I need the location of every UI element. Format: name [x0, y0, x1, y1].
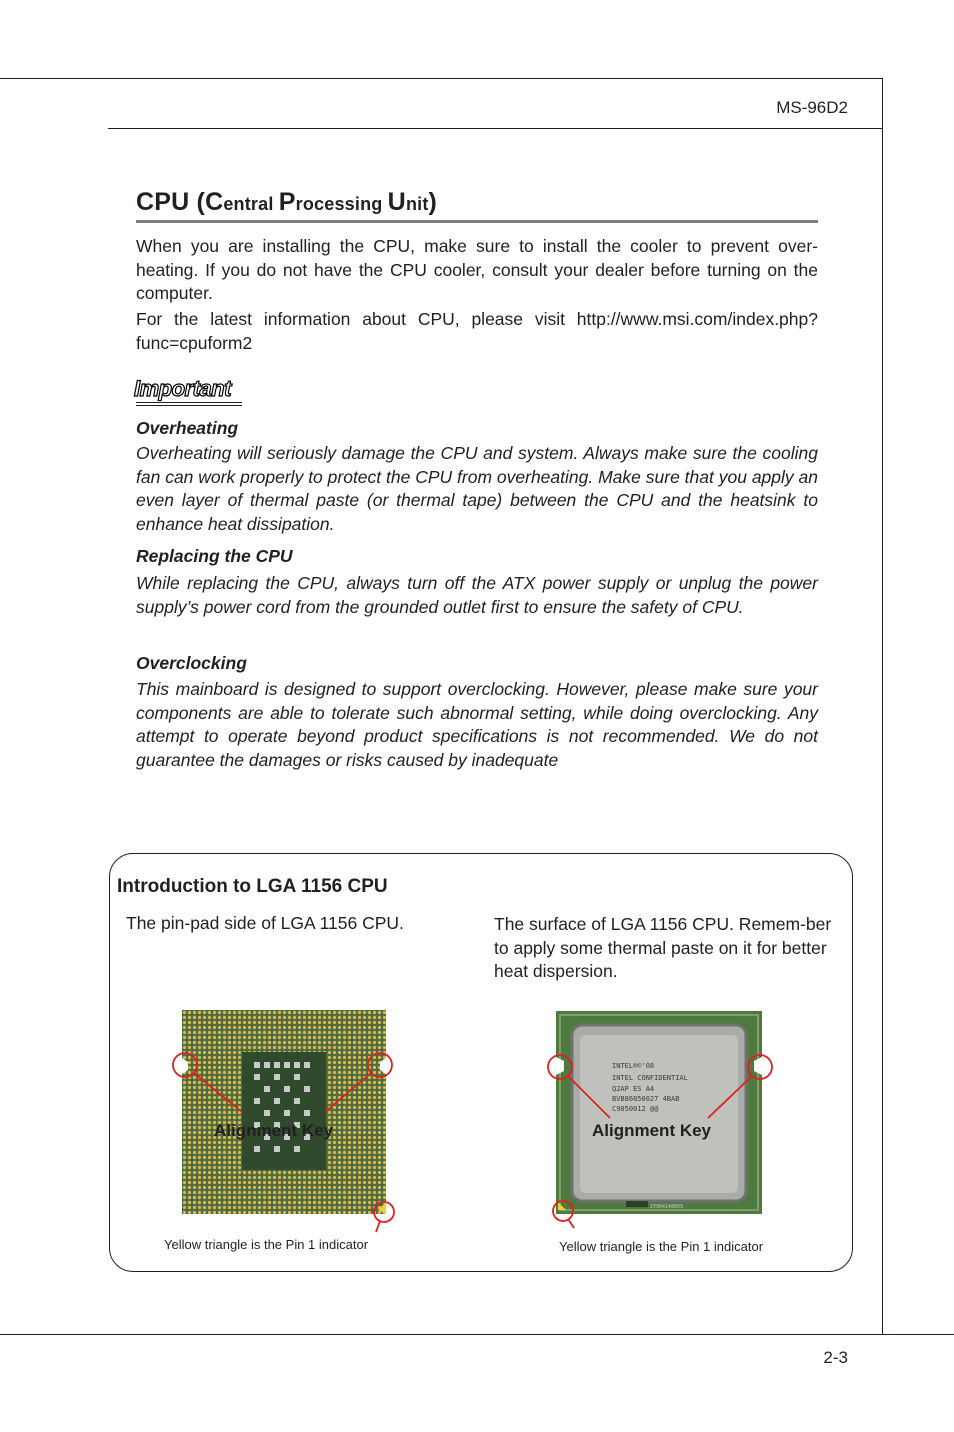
right-rule: [882, 78, 883, 1334]
pin1-note-right: Yellow triangle is the Pin 1 indicator: [559, 1239, 764, 1254]
pinpad-caption: The pin-pad side of LGA 1156 CPU.: [126, 913, 404, 933]
cpu-pinpad-image: [182, 1010, 386, 1214]
important-heading: Important: [134, 376, 231, 401]
surface-caption: The surface of LGA 1156 CPU. Remem-ber to apply some thermal paste on it for better heat dispersion.: [494, 914, 832, 981]
title-underline: [136, 220, 818, 223]
important-underline-2: [136, 405, 242, 406]
alignment-key-label-right: Alignment Key: [592, 1121, 712, 1140]
overclocking-heading: Overclocking: [136, 653, 247, 673]
cpu-surface-image: [556, 1011, 762, 1214]
section-title: CPU (Central Processing Unit): [136, 188, 438, 216]
chip-line-2: INTEL CONFIDENTIAL: [612, 1074, 688, 1082]
overheating-heading: Overheating: [136, 418, 239, 438]
important-underline: [136, 402, 242, 403]
intro-paragraph-2: For the latest information about CPU, please visit http://www.msi.com/index.php?func=cpuform2: [136, 309, 818, 353]
header-rule: [108, 128, 883, 129]
alignment-key-label-left: Alignment Key: [214, 1121, 334, 1140]
page-number: 2-3: [823, 1348, 848, 1367]
bottom-rule: [0, 1334, 954, 1335]
pin1-note-left: Yellow triangle is the Pin 1 indicator: [164, 1237, 369, 1252]
chip-line-5: C9050012 @@: [612, 1105, 659, 1113]
model-number: MS-96D2: [776, 98, 848, 117]
chip-line-4: BVB86050027 4BAB: [612, 1095, 680, 1103]
intro-paragraph-1: When you are installing the CPU, make sure to install the cooler to prevent over-heating. If you do not have the CPU cooler, consult your dealer before turning on the computer.: [136, 236, 818, 303]
replacing-heading: Replacing the CPU: [136, 546, 293, 566]
chip-line-3: Q2AP ES A4: [612, 1085, 655, 1093]
overclocking-text: This mainboard is designed to support overclocking. However, please make sure your components are able to tolerate such abnormal setting, while doing overclocking. Any attempt to operate beyond product specifications is not recommended. We do not guarantee the damages or risks caused by inadequate: [136, 679, 818, 770]
replacing-text: While replacing the CPU, always turn off the ATX power supply or unplug the power supply’s power cord from the grounded outlet first to ensure the safety of CPU.: [136, 573, 818, 617]
overheating-text: Overheating will seriously damage the CPU and system. Always make sure the cooling fan can work properly to protect the CPU from overheating. Make sure that you apply an even layer of thermal paste (or thermal tape) between the CPU and the heatsink to enhance heat dissipation.: [136, 443, 818, 534]
chip-line-1: INTEL®©'08: [612, 1062, 655, 1070]
chip-serial: 2Y904148055: [650, 1204, 684, 1210]
lga-box-title: Introduction to LGA 1156 CPU: [117, 876, 388, 897]
top-rule: [0, 78, 882, 79]
